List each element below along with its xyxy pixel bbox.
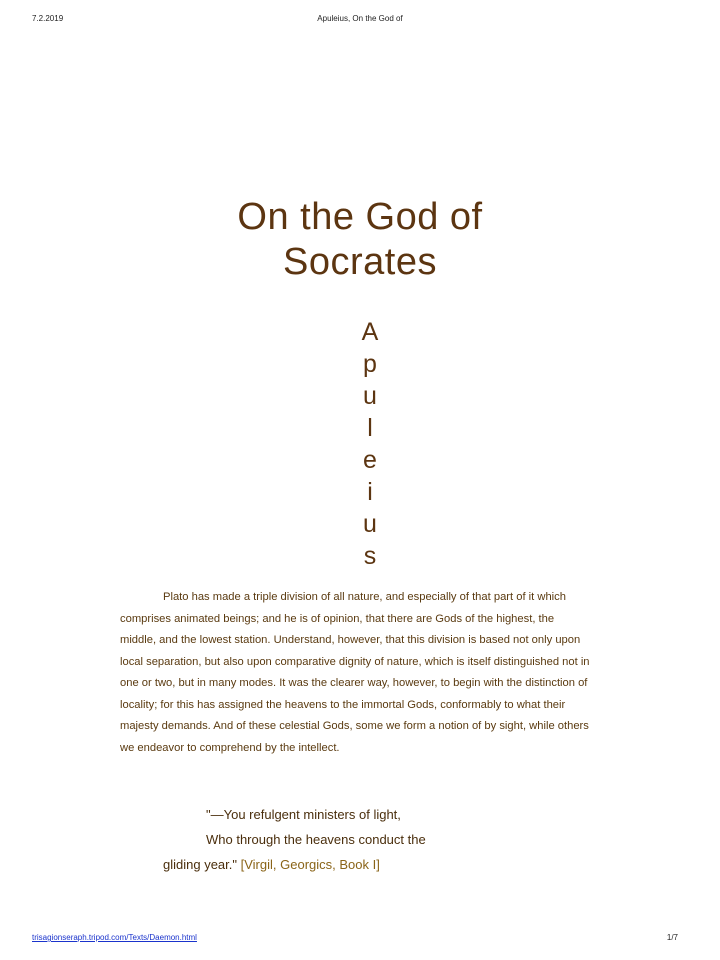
quote-line-3 [163, 852, 380, 877]
print-date: 7.2.2019 [32, 14, 64, 23]
header-title: Apuleius, On the God of [317, 14, 403, 23]
author-letter: s [363, 542, 377, 570]
quote-line-3-text: gliding year." [163, 857, 237, 872]
title-line-2: Socrates [283, 241, 437, 283]
document-title [0, 195, 720, 285]
paragraph: Plato has made a triple division of all nature, and especially of that part of it which comprises animated beings; and he is of opinion, that there are Gods of the highest, the middle, and the lowest station. Understand, however, that this division is based not only upon local separation, but also upon comparative dignity of nature, which is itself distinguished not in one or two, but in many modes. It was the clearer way, however, to begin with the distinction of locality; for this has assigned the heavens to the immortal Gods, conformably to what their majesty demands. And of these celestial Gods, some we form a notion of by sight, while others we endeavor to comprehend by the intellect. [120, 591, 590, 754]
title-line-1: On the God of [237, 196, 483, 238]
author-letter: e [363, 446, 377, 474]
author-letter: l [367, 414, 373, 442]
author-letter: p [363, 350, 377, 378]
source-url-link[interactable]: trisagionseraph.tripod.com/Texts/Daemon.html [32, 933, 197, 942]
quote-line-2: Who through the heavens conduct the [206, 832, 426, 847]
quote-line-1: "—You refulgent ministers of light, [206, 807, 401, 822]
author-letter: u [363, 510, 377, 538]
author-name-vertical [340, 316, 400, 572]
author-letter: i [367, 478, 373, 506]
quote-citation: [Virgil, Georgics, Book I] [240, 857, 380, 872]
page-footer [0, 933, 720, 945]
page-number: 1/7 [666, 933, 678, 942]
author-letter: u [363, 382, 377, 410]
page-header [0, 14, 720, 28]
author-letter: A [361, 318, 379, 346]
body-text [120, 587, 590, 759]
